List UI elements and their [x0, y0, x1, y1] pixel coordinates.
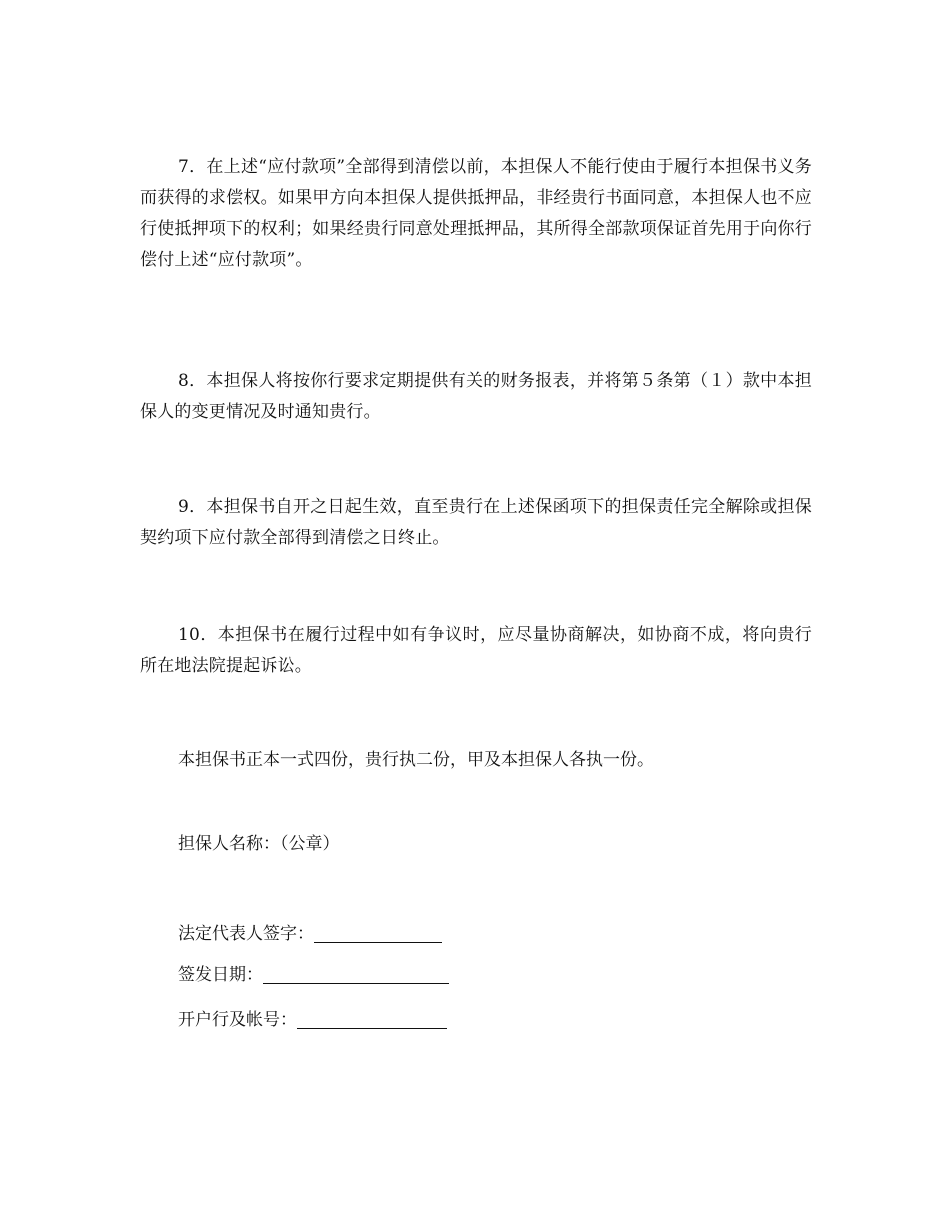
- clause-9: 9．本担保书自开之日起生效，直至贵行在上述保函项下的担保责任完全解除或担保契约项下应付款全部得到清偿之日终止。: [140, 497, 812, 548]
- issue-date-blank[interactable]: [263, 963, 449, 984]
- clause-10: 10．本担保书在履行过程中如有争议时，应尽量协商解决，如协商不成，将向贵行所在地法院提起诉讼。: [140, 625, 812, 676]
- clause-8: 8．本担保人将按你行要求定期提供有关的财务报表，并将第５条第（１）款中本担保人的变更情况及时通知贵行。: [140, 371, 812, 422]
- legal-rep-signature-blank[interactable]: [314, 922, 442, 943]
- guarantor-name-label: 担保人名称：（公章）: [178, 834, 340, 854]
- bank-account-blank[interactable]: [297, 1008, 447, 1029]
- bank-account-label: 开户行及帐号：: [178, 1010, 297, 1030]
- clause-7: 7．在上述“应付款项”全部得到清偿以前，本担保人不能行使由于履行本担保书义务而获得的求偿权。如果甲方向本担保人提供抵押品，非经贵行书面同意，本担保人也不应行使抵押项下的权利；如果经贵行同意处理抵押品，其所得全部款项保证首先用于向你行偿付上述“应付款项”。: [140, 157, 812, 270]
- legal-rep-signature-row: [178, 920, 442, 948]
- issue-date-label: 签发日期：: [178, 965, 263, 985]
- bank-account-row: [178, 1006, 447, 1034]
- copies-statement: 本担保书正本一式四份，贵行执二份，甲及本担保人各执一份。: [178, 750, 654, 770]
- issue-date-row: [178, 961, 449, 989]
- legal-rep-signature-label: 法定代表人签字：: [178, 924, 314, 944]
